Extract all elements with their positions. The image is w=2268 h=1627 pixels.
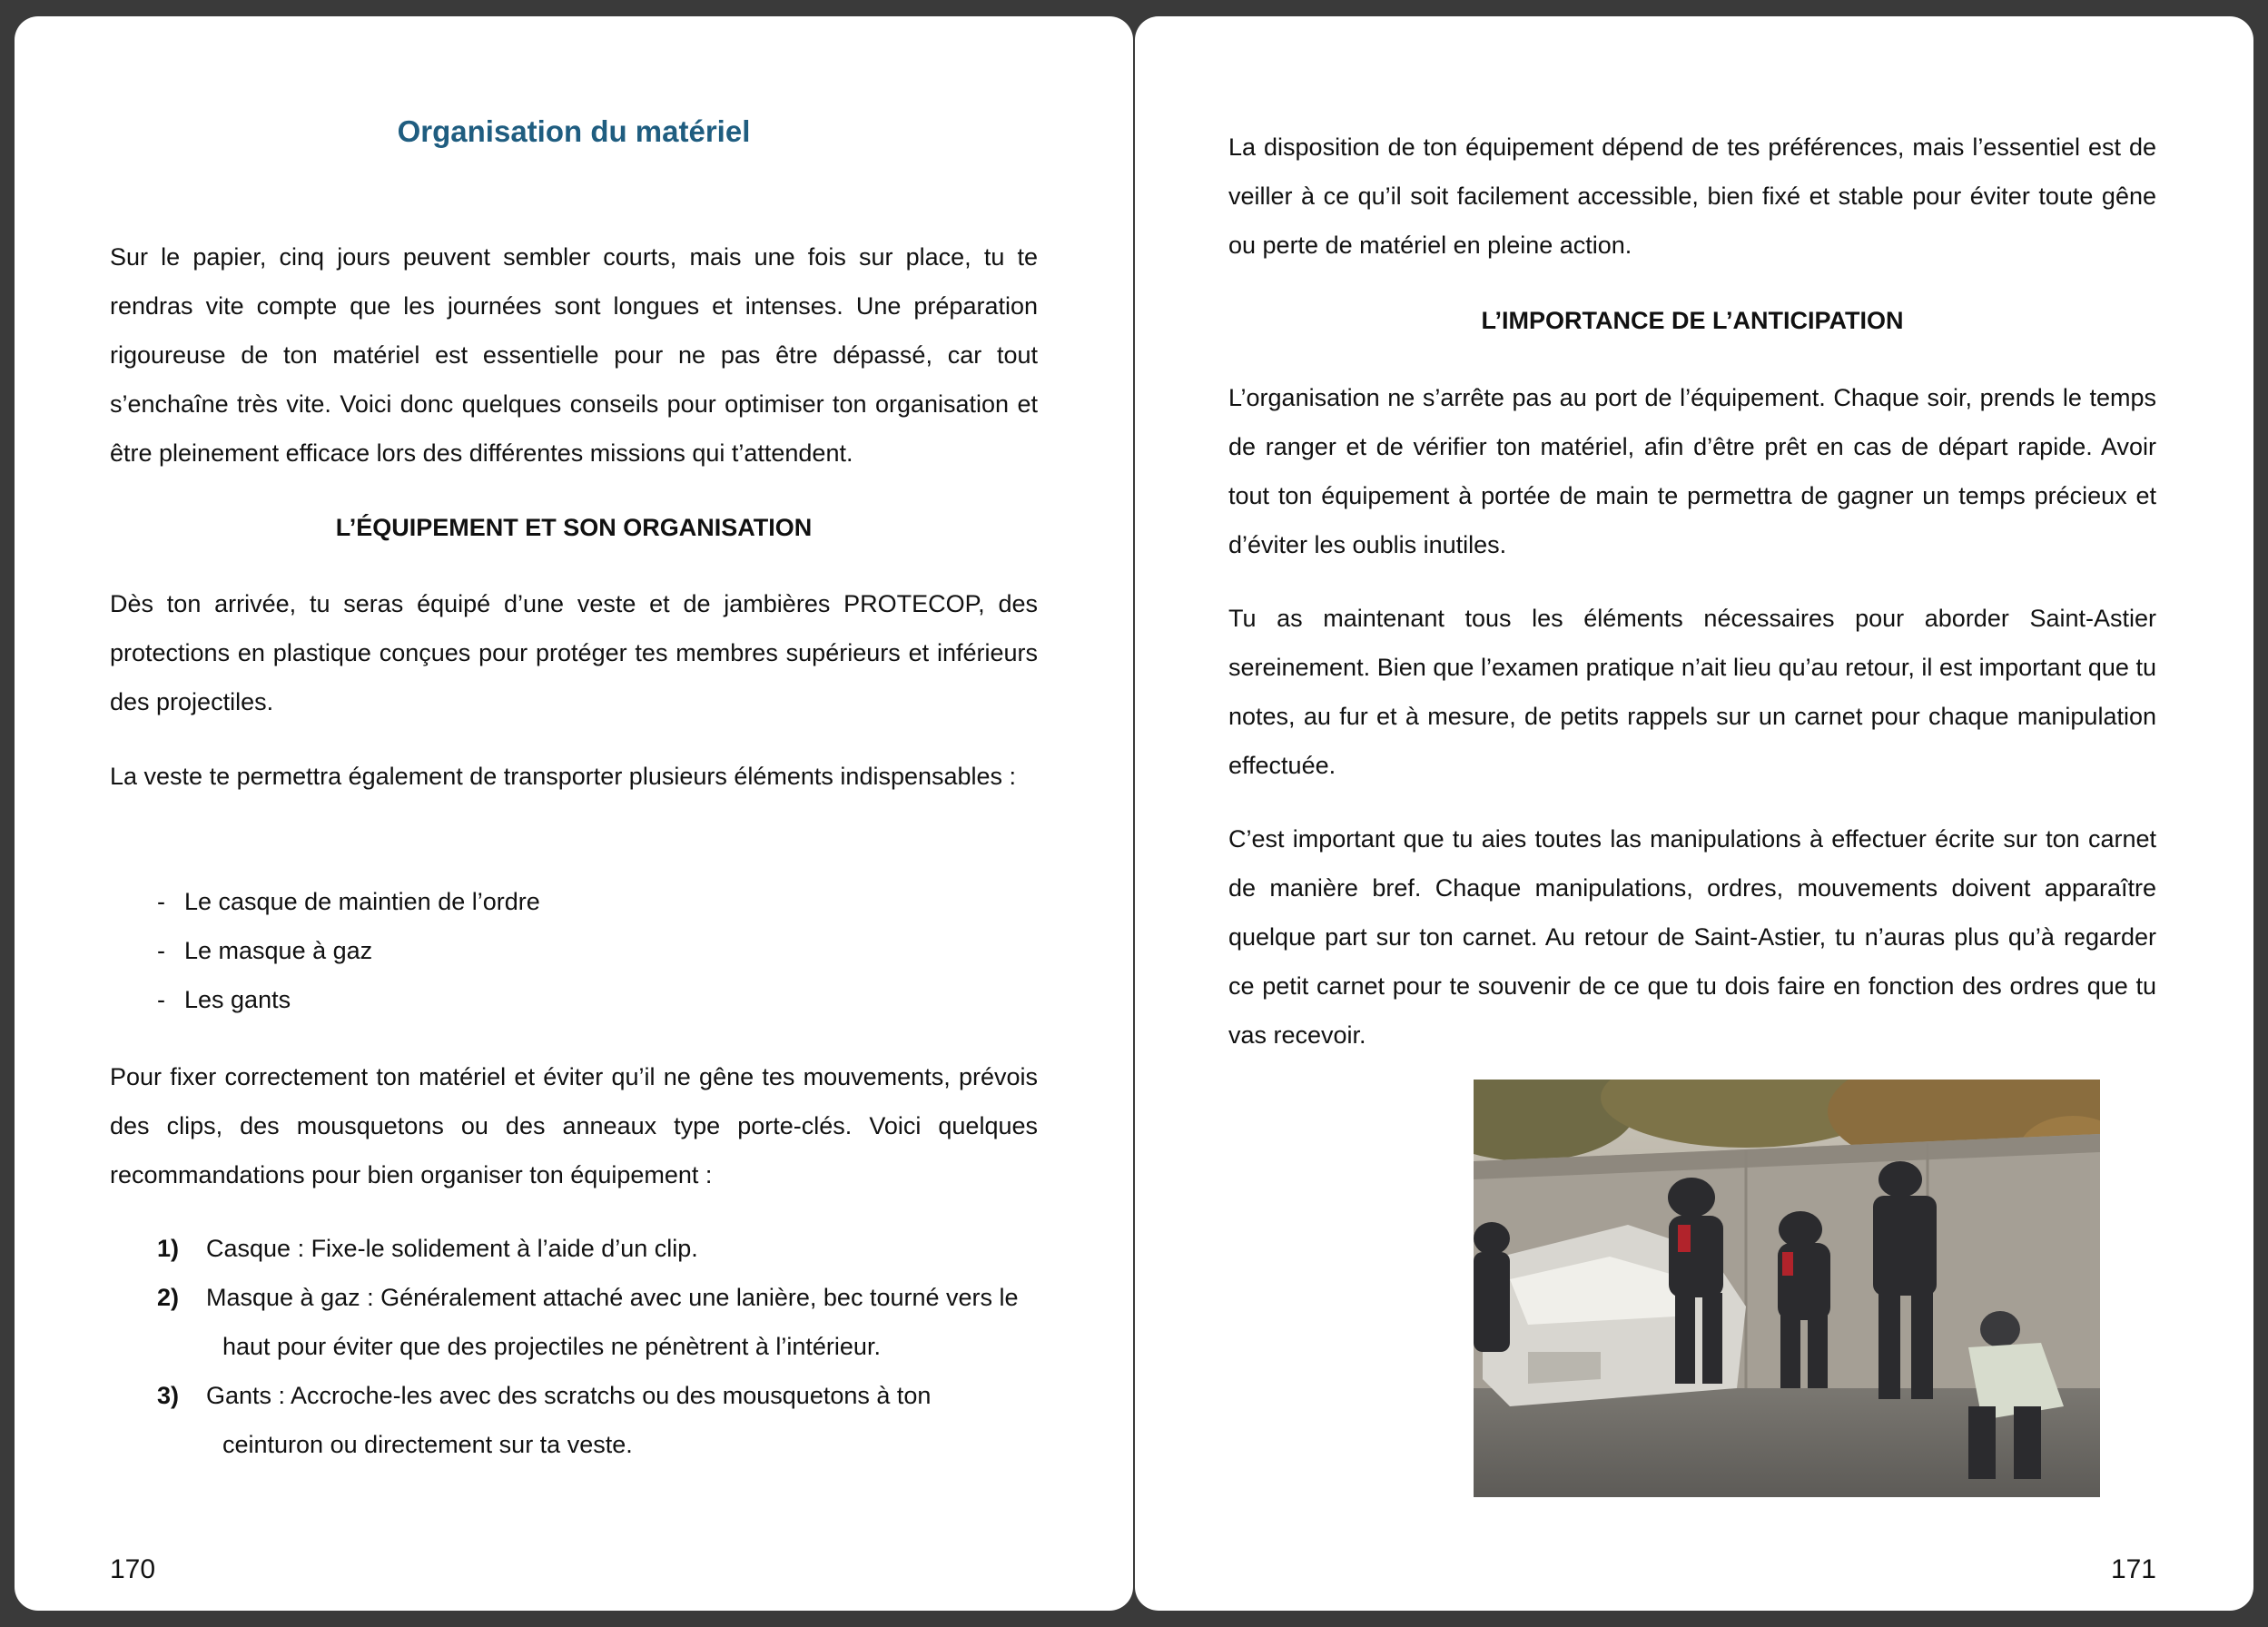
list-item [110, 1224, 1038, 1273]
list-item-text: Les gants [184, 986, 291, 1013]
page-title: Organisation du matériel [397, 114, 751, 148]
recommendations-list [110, 1224, 1038, 1469]
dash-bullet: - [157, 986, 165, 1013]
left-page [15, 16, 1133, 1611]
list-number: 3) [157, 1382, 180, 1409]
list-item-continuation: haut pour éviter que des projectiles ne pénètrent à l’intérieur. [222, 1333, 881, 1360]
section-heading-equipment: L’ÉQUIPEMENT ET SON ORGANISATION [335, 514, 813, 541]
equipment-list [110, 877, 1038, 1024]
list-item-text: Casque : Fixe-le solidement à l’aide d’un clip. [206, 1235, 698, 1262]
dash-bullet: - [157, 888, 165, 915]
section-heading-anticipation: L’IMPORTANCE DE L’ANTICIPATION [1481, 307, 1904, 334]
intro-paragraph: Sur le papier, cinq jours peuvent sembler courts, mais une fois sur place, tu te rendras vite compte que les journées sont longues et intenses. Une préparation rigoureuse de ton matériel est essentielle pour ne pas être dépassé, car tout s’enchaîne très vite. Voici donc quelques conseils pour optimiser ton organisation et être pleinement efficace lors des différentes missions qui t’attendent. [110, 243, 1038, 467]
saint-astier-paragraph: Tu as maintenant tous les éléments nécessaires pour aborder Saint-Astier sereinement. Bien que l’examen pratique n’ait lieu qu’au retour, il est important que tu notes, au fur et à mesure, de petits rappels sur un carnet pour chaque manipulation effectuée. [1228, 605, 2156, 779]
list-item [110, 1371, 1038, 1469]
right-page [1135, 16, 2253, 1611]
list-number: 1) [157, 1235, 180, 1262]
list-item [110, 926, 1038, 975]
dash-bullet: - [157, 937, 165, 964]
photo-illustration [1474, 1080, 2100, 1497]
list-item-continuation: ceinturon ou directement sur ta veste. [222, 1431, 633, 1458]
arrangement-paragraph: La disposition de ton équipement dépend de tes préférences, mais l’essentiel est de veiller à ce qu’il soit facilement accessible, bien fixé et stable pour éviter toute gêne ou perte de matériel en pleine action. [1228, 133, 2156, 259]
list-item-text: Masque à gaz : Généralement attaché avec une lanière, bec tourné vers le [206, 1284, 1019, 1311]
list-item-text: Le masque à gaz [184, 937, 373, 964]
anticipation-paragraph: L’organisation ne s’arrête pas au port de l’équipement. Chaque soir, prends le temps de ranger et de vérifier ton matériel, afin d’être prêt en cas de départ rapide. Avoir tout ton équipement à portée de main te permettra de gagner un temps précieux et d’éviter les oublis inutiles. [1228, 384, 2156, 558]
list-number: 2) [157, 1284, 180, 1311]
notebook-paragraph: C’est important que tu aies toutes las manipulations à effectuer écrite sur ton carnet de manière bref. Chaque manipulations, ordres, mouvements doivent apparaître quelque part sur ton carnet. Au retour de Saint-Astier, tu n’auras plus qu’à regarder ce petit carnet pour te souvenir de ce que tu dois faire en fonction des ordres que tu vas recevoir. [1228, 825, 2156, 1049]
list-item [110, 877, 1038, 926]
fixing-paragraph: Pour fixer correctement ton matériel et éviter qu’il ne gêne tes mouvements, prévois des clips, des mousquetons ou des anneaux type porte-clés. Voici quelques recommandations pour bien organiser ton équipement : [110, 1063, 1038, 1188]
training-photo [1474, 1080, 2100, 1497]
list-item [110, 975, 1038, 1024]
equipment-paragraph: Dès ton arrivée, tu seras équipé d’une veste et de jambières PROTECOP, des protections en plastique conçues pour protéger tes membres supérieurs et inférieurs des projectiles. [110, 590, 1038, 715]
page-number: 170 [110, 1554, 156, 1584]
vest-paragraph: La veste te permettra également de transporter plusieurs éléments indispensables : [110, 763, 1017, 790]
list-item-text: Gants : Accroche-les avec des scratchs ou des mousquetons à ton [206, 1382, 932, 1409]
page-number: 171 [2110, 1554, 2156, 1584]
list-item [110, 1273, 1038, 1371]
list-item-text: Le casque de maintien de l’ordre [184, 888, 540, 915]
